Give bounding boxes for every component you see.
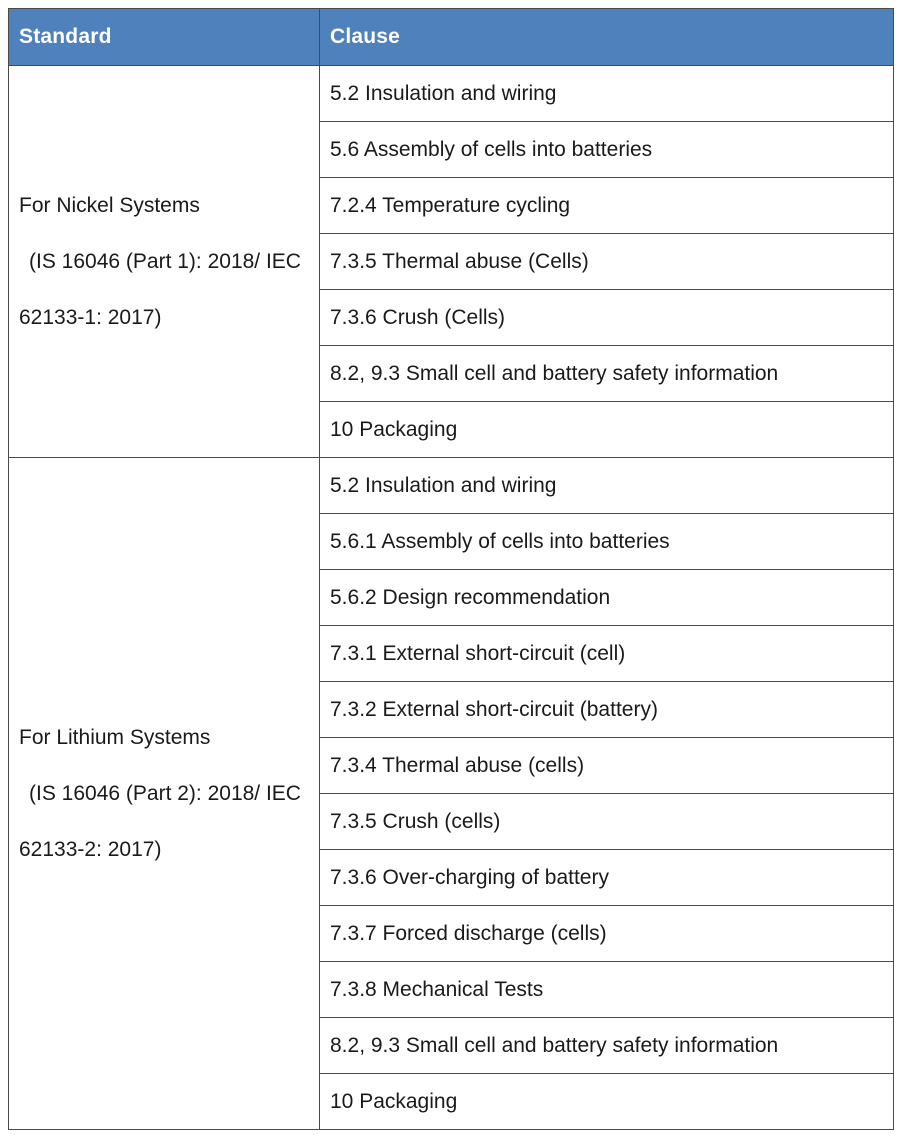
clause-cell: 5.6.2 Design recommendation (320, 570, 894, 626)
clause-cell: 5.6.1 Assembly of cells into batteries (320, 514, 894, 570)
clause-cell: 8.2, 9.3 Small cell and battery safety information (320, 1018, 894, 1074)
clause-cell: 7.3.6 Crush (Cells) (320, 290, 894, 346)
table-row (9, 458, 894, 514)
clause-cell: 7.3.8 Mechanical Tests (320, 962, 894, 1018)
standard-cell-lithium (9, 458, 320, 1130)
standard-cell-nickel (9, 66, 320, 458)
clause-cell: 7.3.5 Crush (cells) (320, 794, 894, 850)
header-standard: Standard (9, 9, 320, 66)
clause-cell: 10 Packaging (320, 1074, 894, 1130)
clause-cell: 7.3.1 External short-circuit (cell) (320, 626, 894, 682)
clause-cell: 7.3.5 Thermal abuse (Cells) (320, 234, 894, 290)
table-body (9, 66, 894, 1130)
standard-line: 62133-2: 2017) (19, 837, 162, 861)
clause-cell: 5.2 Insulation and wiring (320, 66, 894, 122)
standard-line: For Nickel Systems (19, 193, 200, 217)
standard-line: (IS 16046 (Part 2): 2018/ IEC (29, 781, 301, 805)
clause-cell: 7.3.6 Over-charging of battery (320, 850, 894, 906)
clause-cell: 8.2, 9.3 Small cell and battery safety information (320, 346, 894, 402)
standard-line: For Lithium Systems (19, 725, 211, 749)
table-header (9, 9, 894, 66)
clause-cell: 5.2 Insulation and wiring (320, 458, 894, 514)
standard-line: 62133-1: 2017) (19, 305, 162, 329)
clause-cell: 5.6 Assembly of cells into batteries (320, 122, 894, 178)
standard-line: (IS 16046 (Part 1): 2018/ IEC (29, 249, 301, 273)
clause-cell: 7.3.7 Forced discharge (cells) (320, 906, 894, 962)
table-row (9, 66, 894, 122)
clause-cell: 7.3.4 Thermal abuse (cells) (320, 738, 894, 794)
standards-clause-table (8, 8, 894, 1130)
clause-cell: 7.3.2 External short-circuit (battery) (320, 682, 894, 738)
clause-cell: 7.2.4 Temperature cycling (320, 178, 894, 234)
header-clause: Clause (320, 9, 894, 66)
header-row (9, 9, 894, 66)
clause-cell: 10 Packaging (320, 402, 894, 458)
